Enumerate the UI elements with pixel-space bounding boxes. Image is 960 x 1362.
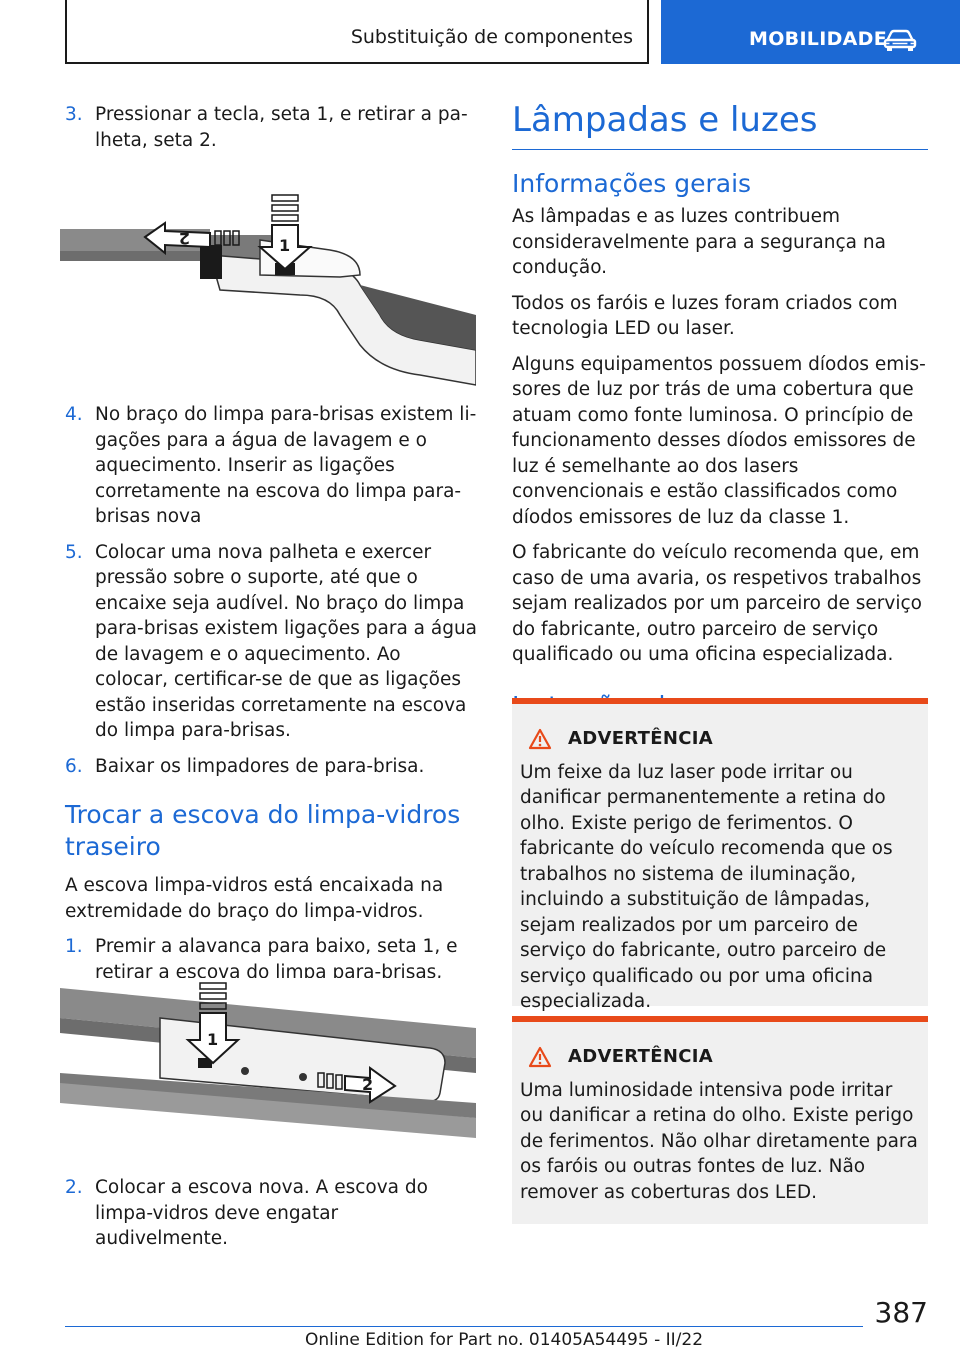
step-6 [65,754,477,780]
step-text: Premir a alavanca para baixo, seta 1, e retirar a escova do limpa para-brisas, [95,936,458,983]
step-text: No braço do limpa para-brisas existem ligações para a água de lavagem e o aquecimento. Inserir as ligações corretamente na escova do limpa para-brisas nova [95,404,477,527]
warning-triangle-icon [528,1046,552,1068]
header-section-title: Substituição de componentes [350,26,633,48]
page-number: 387 [874,1296,928,1329]
step-number: 5. [65,541,83,563]
right-column [512,99,928,722]
general-paragraph: Todos os faróis e luzes foram criados com tecnologia LED ou laser. [512,292,898,339]
rear-wiper-blade-figure [60,978,476,1138]
step-number: 4. [65,404,83,425]
rear-step-2 [65,1175,477,1252]
warning-label: ADVERTÊNCIA [568,1046,713,1067]
warning-triangle-icon [528,728,552,750]
arrow-2-label: 2 [178,229,190,248]
step-number: 3. [65,104,83,125]
warning-text: Um feixe da luz laser pode irritar ou danificar permanentemente a retina do olho. Existe perigo de ferimentos. O fabricante do veículo recomenda que os trabalhos no sistema de iluminação, incluindo a substituição de lâmpadas, sejam realizados por um parceiro de serviço do fabricante, outro parceiro de serviço qualificado ou por uma oficina especializada. [520,761,893,1012]
wiper-blade-release-figure [60,185,476,391]
edition-note: Online Edition for Part no. 01405A54495 - II/22 [305,1330,704,1350]
general-paragraph: Alguns equipamentos possuem díodos emissores de luz por trás de uma cobertura que atuam como fonte luminosa. O princípio de funcionamento desses díodos emissores de luz é semelhante ao dos lasers convencionais e estão classificados como díodos emissores de luz da classe 1. [512,353,926,528]
warning-header [520,1044,920,1070]
arrow-2-label: 2 [362,1075,374,1094]
step-number: 6. [65,755,83,777]
arrow-1-label: 1 [279,236,291,255]
rear-wiper-heading: Trocar a escova do limpa-vidros traseiro [65,800,461,861]
header-category-tab[interactable] [661,0,960,64]
header-category-label: MOBILIDADE [749,28,888,50]
car-icon [883,28,917,52]
step-4 [65,402,477,530]
page-title: Lâmpadas e luzes [512,100,818,140]
header-section-box [65,0,649,64]
footer-divider [65,1326,863,1327]
left-column-top [65,102,477,163]
warning-label: ADVERTÊNCIA [568,728,713,749]
step-text: Colocar uma nova palheta e exercer pressão sobre o suporte, até que o encaixe seja audível. No braço do limpa para-brisas existem ligações para a água de lavagem e o aquecimento. Ao colocar, certificar-se de que as ligações estão inseridas corretamente na escova do limpa para-brisas. [95,541,478,741]
step-3 [65,102,477,153]
rear-wiper-intro: A escova limpa-vidros está encaixada na extremidade do braço do limpa-vidros. [65,875,444,922]
warning-box-laser [512,698,928,1012]
warning-header [520,726,920,752]
general-paragraph: O fabricante do veículo recomenda que, em caso de uma avaria, os respetivos trabalhos sejam realizados por um parceiro de serviço do fabricante, outro parceiro de serviço qualificado ou uma oficina especializada. [512,542,922,665]
arrow-1-label: 1 [207,1030,219,1049]
general-paragraph: As lâmpadas e as luzes contribuem consideravelmente para a segurança na condução. [512,206,886,278]
step-number: 1. [65,936,83,957]
step-text: Baixar os limpadores de para-brisa. [95,755,425,777]
step-text: Colocar a escova nova. A escova do limpa-vidros deve engatar audivelmente. [95,1177,428,1249]
left-column-steps [65,402,477,1021]
warning-text: Uma luminosidade intensiva pode irritar ou danificar a retina do olho. Existe perigo de ferimentos. Não olhar diretamente para os faróis ou outras fontes de luz. Não remover as coberturas dos LED. [520,1079,918,1203]
step-5 [65,540,477,744]
warning-box-brightness [512,1016,928,1224]
step-number: 2. [65,1177,83,1198]
general-info-heading: Informações gerais [512,169,752,198]
step-text: Pressionar a tecla, seta 1, e retirar a palheta, seta 2. [95,104,468,151]
left-column-bottom [65,1175,477,1262]
